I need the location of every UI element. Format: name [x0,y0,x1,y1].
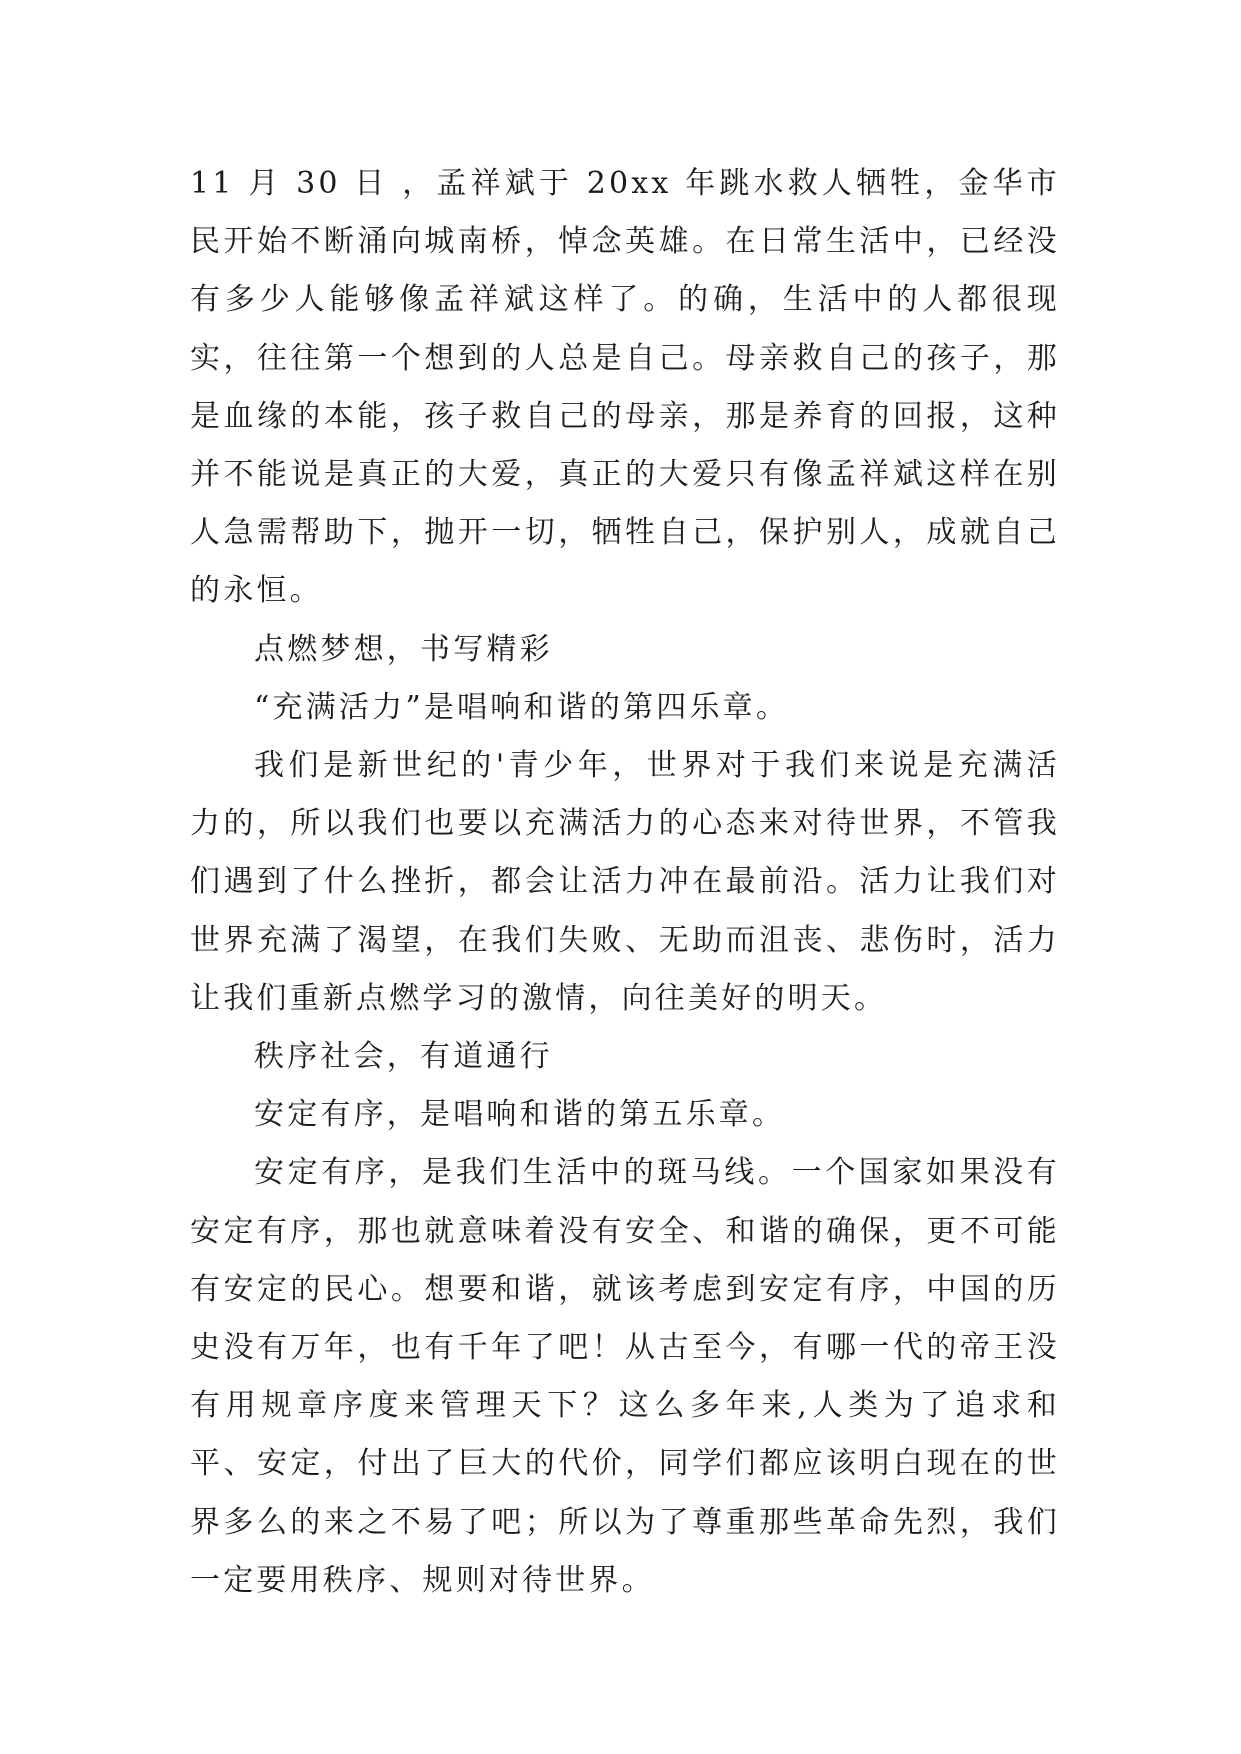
paragraph-mengxiangbin: 11 月 30 日 ，孟祥斌于 20xx 年跳水救人牺牲，金华市民开始不断涌向城南桥，悼念英雄。在日常生活中，已经没有多少人能够像孟祥斌这样了。的确，生活中的人都很现实，往往第一个想到的人总是自己。母亲救自己的孩子，那是血缘的本能，孩子救自己的母亲，那是养育的回报，这种并不能说是真正的大爱，真正的大爱只有像孟祥斌这样在别人急需帮助下，抛开一切，牺牲自己，保护别人，成就自己的永恒。 [190,166,1060,609]
document-body [190,155,1060,1610]
heading-orderly-society: 秩序社会，有道通行 [254,1039,553,1075]
paragraph-vitality: 我们是新世纪的'青少年，世界对于我们来说是充满活力的，所以我们也要以充满活力的心态来对待世界，不管我们遇到了什么挫折，都会让活力冲在最前沿。活力让我们对世界充满了渴望，在我们失败、无助而沮丧、悲伤时，活力让我们重新点燃学习的激情，向往美好的明天。 [190,748,1060,1016]
heading-ignite-dreams: 点燃梦想，书写精彩 [254,631,553,667]
paragraph-stability-order: 安定有序，是我们生活中的斑马线。一个国家如果没有安定有序，那也就意味着没有安全、和谐的确保，更不可能有安定的民心。想要和谐，就该考虑到安定有序，中国的历史没有万年，也有千年了吧！从古至今，有哪一代的帝王没有用规章序度来管理天下？这么多年来,人类为了追求和平、安定，付出了巨大的代价，同学们都应该明白现在的世界多么的来之不易了吧；所以为了尊重那些革命先烈，我们一定要用秩序、规则对待世界。 [190,1155,1060,1598]
paragraph-fifth-movement: 安定有序，是唱响和谐的第五乐章。 [254,1097,786,1133]
paragraph-fourth-movement: “充满活力”是唱响和谐的第四乐章。 [254,689,790,725]
